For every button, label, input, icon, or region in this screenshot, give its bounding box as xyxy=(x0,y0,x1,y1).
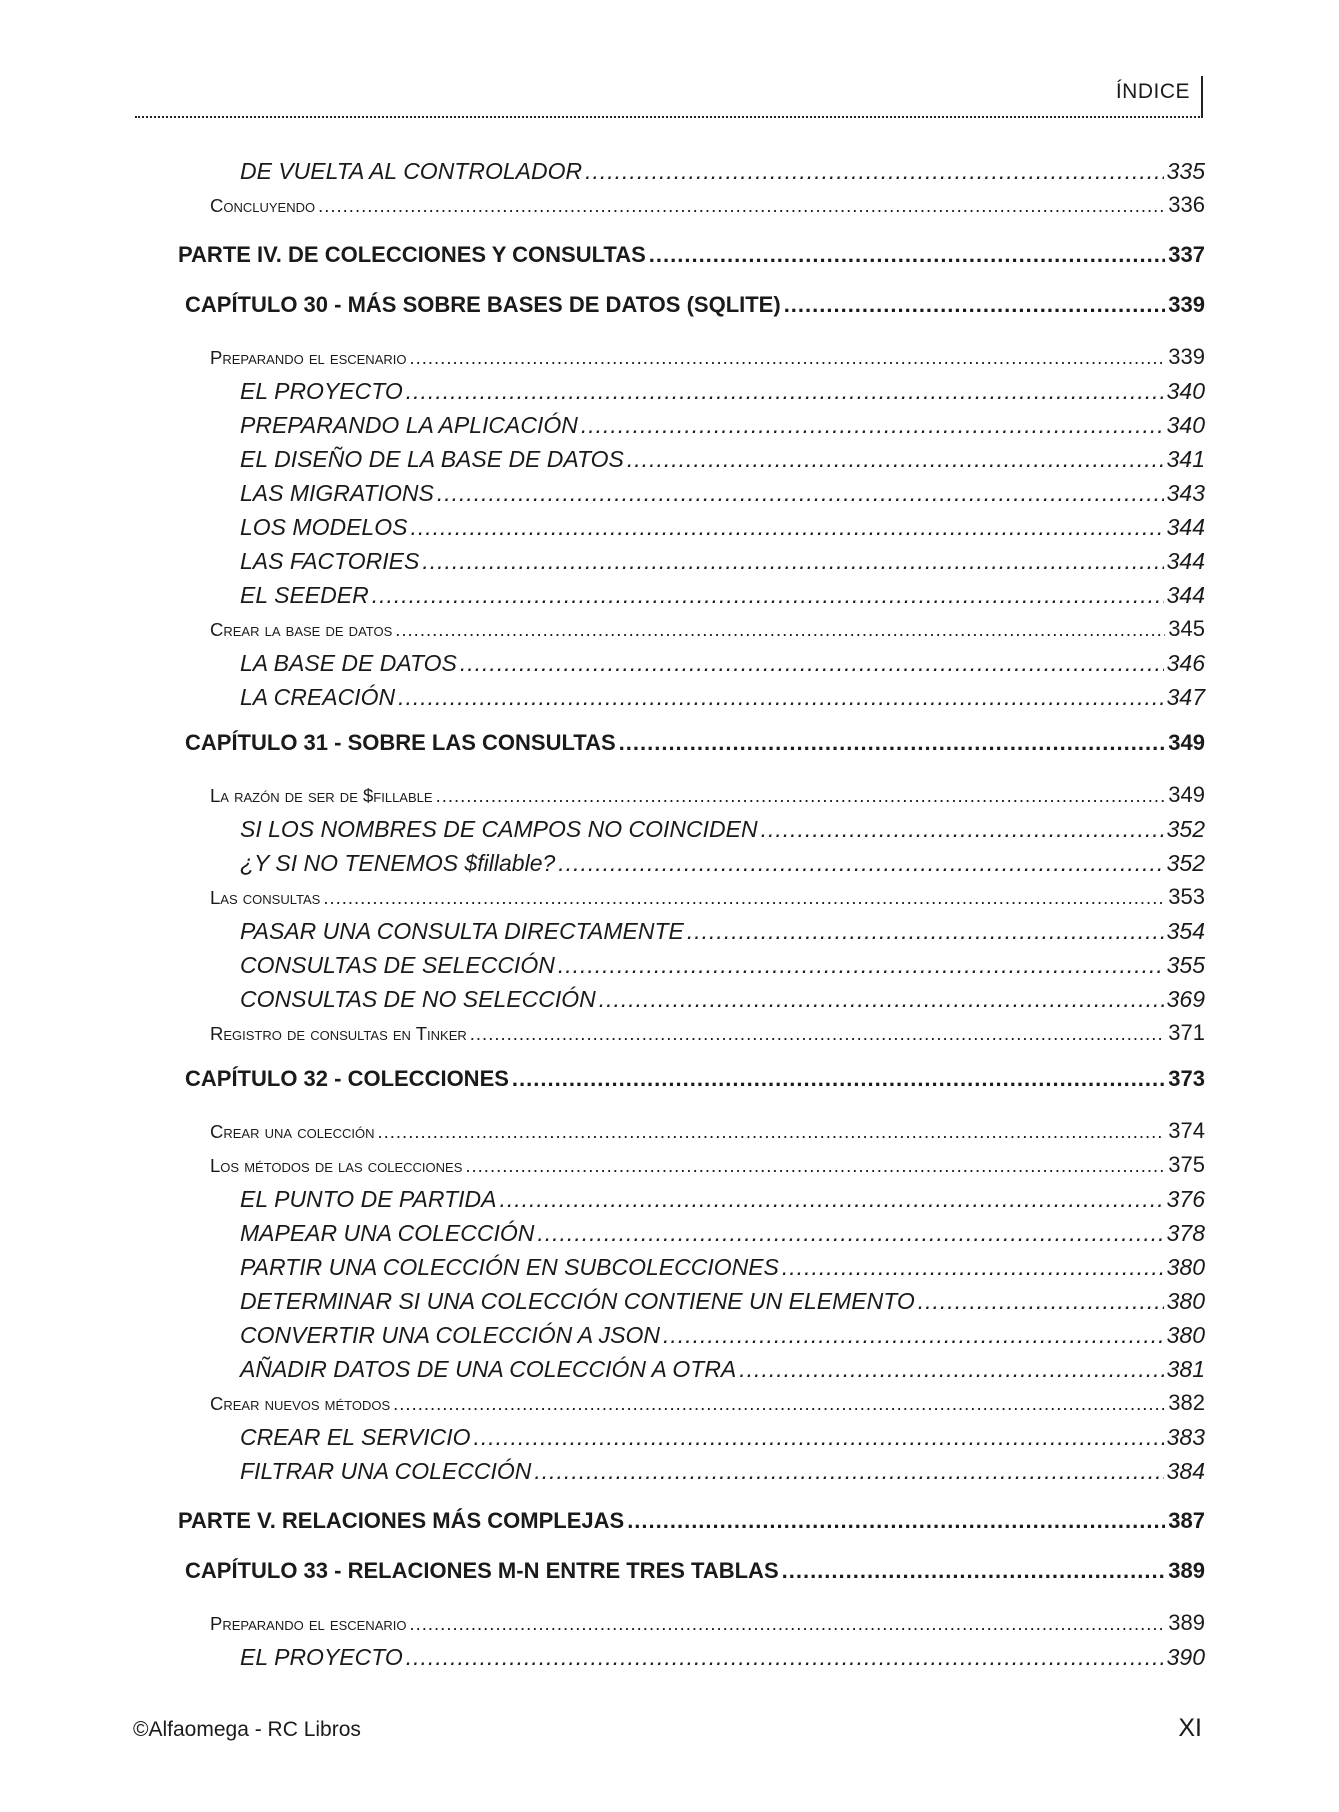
toc-entry-page: 383 xyxy=(1166,1424,1205,1450)
toc-entry-sub xyxy=(240,1454,1205,1488)
toc-entry-sub xyxy=(240,510,1205,544)
toc-entry-title: MAPEAR UNA COLECCIÓN xyxy=(240,1220,535,1246)
toc-entry-page: 376 xyxy=(1166,1186,1205,1212)
toc-entry-page: 347 xyxy=(1166,684,1205,710)
toc-entry-sub xyxy=(240,1182,1205,1216)
toc-entry-page: 354 xyxy=(1166,918,1205,944)
toc-entry-sub xyxy=(240,1318,1205,1352)
toc-entry-page: 382 xyxy=(1168,1390,1205,1415)
toc-entry-sub xyxy=(240,812,1205,846)
toc-entry-sub xyxy=(240,1352,1205,1386)
toc-entry-title: LOS MODELOS xyxy=(240,514,408,540)
toc-entry-title: La razón de ser de $fillable xyxy=(210,785,433,806)
toc-entry-title: Preparando el escenario xyxy=(210,347,407,368)
toc-entry-page: 387 xyxy=(1168,1508,1205,1533)
toc-entry-title: Concluyendo xyxy=(210,195,316,216)
toc-entry-title: FILTRAR UNA COLECCIÓN xyxy=(240,1458,532,1484)
dot-leader xyxy=(599,982,1164,1016)
toc-entry-sub xyxy=(240,680,1205,714)
dot-leader xyxy=(460,646,1164,680)
toc-entry-page: 380 xyxy=(1166,1288,1205,1314)
dot-leader xyxy=(398,680,1164,714)
toc-entry-page: 369 xyxy=(1166,986,1205,1012)
toc-entry-title: LAS FACTORIES xyxy=(240,548,420,574)
footer-page-number: XI xyxy=(1178,1714,1202,1742)
toc-entry-title: EL DISEÑO DE LA BASE DE DATOS xyxy=(240,446,624,472)
toc-entry-title: PARTIR UNA COLECCIÓN EN SUBCOLECCIONES xyxy=(240,1254,779,1280)
dot-leader xyxy=(534,1454,1163,1488)
footer-publisher: ©Alfaomega - RC Libros xyxy=(133,1718,361,1741)
toc-entry-sub xyxy=(240,578,1205,612)
toc-entry-title: LAS MIGRATIONS xyxy=(240,480,434,506)
toc-entry-sec xyxy=(210,778,1205,812)
toc-entry-page: 355 xyxy=(1166,952,1205,978)
toc-entry-title: EL PUNTO DE PARTIDA xyxy=(240,1186,497,1212)
toc-entry-page: 353 xyxy=(1168,884,1205,909)
toc-entry-title: CAPÍTULO 33 - RELACIONES M-N ENTRE TRES TABLAS xyxy=(185,1558,779,1583)
toc-entry-sec xyxy=(210,188,1205,222)
dot-leader xyxy=(372,578,1164,612)
toc-entry-title: EL SEEDER xyxy=(240,582,369,608)
dot-leader xyxy=(318,189,1165,223)
toc-entry-page: 341 xyxy=(1166,446,1205,472)
toc-entry-title: CAPÍTULO 32 - COLECCIONES xyxy=(185,1066,509,1091)
toc-entry-sub xyxy=(240,948,1205,982)
toc-entry-title: CONSULTAS DE SELECCIÓN xyxy=(240,952,555,978)
dot-leader xyxy=(918,1284,1164,1318)
dot-leader xyxy=(378,1115,1166,1149)
dot-leader xyxy=(627,442,1164,476)
dot-leader xyxy=(436,779,1166,813)
toc-entry-sub xyxy=(240,1640,1205,1674)
toc-entry-title: CREAR EL SERVICIO xyxy=(240,1424,471,1450)
toc-entry-sec xyxy=(210,340,1205,374)
dot-leader xyxy=(585,154,1164,188)
toc-entry-sec xyxy=(210,1016,1205,1050)
toc-entry-sub xyxy=(240,374,1205,408)
dot-leader xyxy=(558,948,1164,982)
toc-entry-page: 381 xyxy=(1166,1356,1205,1382)
toc-entry-title: PREPARANDO LA APLICACIÓN xyxy=(240,412,578,438)
toc-entry-sub xyxy=(240,154,1205,188)
dot-leader xyxy=(437,476,1164,510)
dot-leader xyxy=(537,1216,1163,1250)
toc-entry-sec xyxy=(210,1114,1205,1148)
toc-entry-title: Crear nuevos métodos xyxy=(210,1393,391,1414)
toc-entry-title: PARTE IV. DE COLECCIONES Y CONSULTAS xyxy=(178,242,646,267)
header-vertical-rule xyxy=(1201,76,1203,118)
dot-leader xyxy=(663,1318,1164,1352)
toc-entry-part xyxy=(178,238,1205,272)
dot-leader xyxy=(323,881,1165,915)
toc-entry-sub xyxy=(240,442,1205,476)
toc-entry-page: 390 xyxy=(1166,1644,1205,1670)
header-dotted-rule xyxy=(135,116,1203,119)
toc-entry-page: 336 xyxy=(1168,192,1205,217)
dot-leader xyxy=(395,613,1165,647)
toc-entry-sub xyxy=(240,914,1205,948)
toc-entry-page: 389 xyxy=(1168,1558,1205,1583)
toc-entry-title: PASAR UNA CONSULTA DIRECTAMENTE xyxy=(240,918,684,944)
dot-leader xyxy=(406,1640,1164,1674)
toc-entry-chap xyxy=(185,288,1205,322)
toc-entry-sec xyxy=(210,1148,1205,1182)
dot-leader xyxy=(782,1250,1164,1284)
toc-entry-page: 344 xyxy=(1166,582,1205,608)
toc-entry-page: 343 xyxy=(1166,480,1205,506)
toc-entry-title: CAPÍTULO 31 - SOBRE LAS CONSULTAS xyxy=(185,730,616,755)
dot-leader xyxy=(409,1607,1165,1641)
toc-entry-page: 374 xyxy=(1168,1118,1205,1143)
toc-entry-page: 371 xyxy=(1168,1020,1205,1045)
toc-entry-title: Registro de consultas en Tinker xyxy=(210,1023,467,1044)
toc-entry-chap xyxy=(185,726,1205,760)
dot-leader xyxy=(393,1387,1165,1421)
toc-entry-title: AÑADIR DATOS DE UNA COLECCIÓN A OTRA xyxy=(240,1356,737,1382)
toc-entry-page: 344 xyxy=(1166,514,1205,540)
toc-entry-page: 340 xyxy=(1166,412,1205,438)
toc-entry-sub xyxy=(240,646,1205,680)
toc-entry-page: 384 xyxy=(1166,1458,1205,1484)
toc-entry-title: Preparando el escenario xyxy=(210,1613,407,1634)
toc-entry-page: 340 xyxy=(1166,378,1205,404)
toc-entry-title: CONSULTAS DE NO SELECCIÓN xyxy=(240,986,596,1012)
toc-entry-sub xyxy=(240,408,1205,442)
dot-leader xyxy=(784,288,1166,322)
dot-leader xyxy=(649,238,1166,272)
toc-entry-sec xyxy=(210,1606,1205,1640)
toc-entry-sub xyxy=(240,1216,1205,1250)
toc-entry-page: 375 xyxy=(1168,1152,1205,1177)
toc-entry-sub xyxy=(240,476,1205,510)
running-header: ÍNDICE xyxy=(1115,80,1190,103)
dot-leader xyxy=(406,374,1164,408)
toc-entry-page: 349 xyxy=(1168,782,1205,807)
toc-entry-part xyxy=(178,1504,1205,1538)
dot-leader xyxy=(409,341,1165,375)
dot-leader xyxy=(619,726,1166,760)
toc-entry-page: 344 xyxy=(1166,548,1205,574)
toc-entry-chap xyxy=(185,1554,1205,1588)
toc-entry-sub xyxy=(240,1420,1205,1454)
toc-entry-page: 345 xyxy=(1168,616,1205,641)
toc-entry-title: EL PROYECTO xyxy=(240,378,403,404)
toc-entry-page: 378 xyxy=(1166,1220,1205,1246)
toc-entry-page: 339 xyxy=(1168,292,1205,317)
toc-entry-title: Las consultas xyxy=(210,887,321,908)
toc-entry-chap xyxy=(185,1062,1205,1096)
toc-entry-sec xyxy=(210,1386,1205,1420)
toc-entry-page: 352 xyxy=(1166,850,1205,876)
toc-entry-title: ¿Y SI NO TENEMOS $fillable? xyxy=(240,850,556,876)
dot-leader xyxy=(465,1149,1165,1183)
dot-leader xyxy=(627,1504,1165,1538)
toc-entry-page: 373 xyxy=(1168,1066,1205,1091)
toc-entry-page: 380 xyxy=(1166,1322,1205,1348)
toc-entry-title: EL PROYECTO xyxy=(240,1644,403,1670)
toc-entry-title: LA CREACIÓN xyxy=(240,684,396,710)
dot-leader xyxy=(739,1352,1163,1386)
dot-leader xyxy=(581,408,1164,442)
dot-leader xyxy=(410,510,1163,544)
toc-entry-page: 380 xyxy=(1166,1254,1205,1280)
table-of-contents xyxy=(175,154,1205,1674)
toc-entry-sub xyxy=(240,544,1205,578)
toc-entry-sub xyxy=(240,982,1205,1016)
dot-leader xyxy=(512,1062,1165,1096)
toc-entry-page: 335 xyxy=(1166,158,1205,184)
toc-entry-page: 349 xyxy=(1168,730,1205,755)
dot-leader xyxy=(470,1017,1166,1051)
dot-leader xyxy=(499,1182,1163,1216)
toc-entry-title: DE VUELTA AL CONTROLADOR xyxy=(240,158,583,184)
toc-entry-title: Crear la base de datos xyxy=(210,619,393,640)
dot-leader xyxy=(558,846,1163,880)
toc-entry-sub xyxy=(240,1250,1205,1284)
toc-entry-page: 389 xyxy=(1168,1610,1205,1635)
toc-entry-sub xyxy=(240,1284,1205,1318)
toc-entry-title: Los métodos de las colecciones xyxy=(210,1155,463,1176)
toc-entry-title: LA BASE DE DATOS xyxy=(240,650,457,676)
toc-entry-page: 337 xyxy=(1168,242,1205,267)
dot-leader xyxy=(687,914,1164,948)
toc-entry-sec xyxy=(210,612,1205,646)
dot-leader xyxy=(782,1554,1166,1588)
dot-leader xyxy=(422,544,1163,578)
toc-entry-title: Crear una colección xyxy=(210,1121,375,1142)
toc-entry-page: 346 xyxy=(1166,650,1205,676)
toc-entry-sec xyxy=(210,880,1205,914)
toc-entry-title: SI LOS NOMBRES DE CAMPOS NO COINCIDEN xyxy=(240,816,758,842)
toc-entry-page: 339 xyxy=(1168,344,1205,369)
toc-entry-title: DETERMINAR SI UNA COLECCIÓN CONTIENE UN ELEMENTO xyxy=(240,1288,915,1314)
toc-entry-sub xyxy=(240,846,1205,880)
dot-leader xyxy=(474,1420,1164,1454)
dot-leader xyxy=(761,812,1164,846)
toc-entry-title: PARTE V. RELACIONES MÁS COMPLEJAS xyxy=(178,1508,625,1533)
toc-entry-title: CAPÍTULO 30 - MÁS SOBRE BASES DE DATOS (SQLITE) xyxy=(185,292,781,317)
toc-entry-page: 352 xyxy=(1166,816,1205,842)
toc-entry-title: CONVERTIR UNA COLECCIÓN A JSON xyxy=(240,1322,661,1348)
